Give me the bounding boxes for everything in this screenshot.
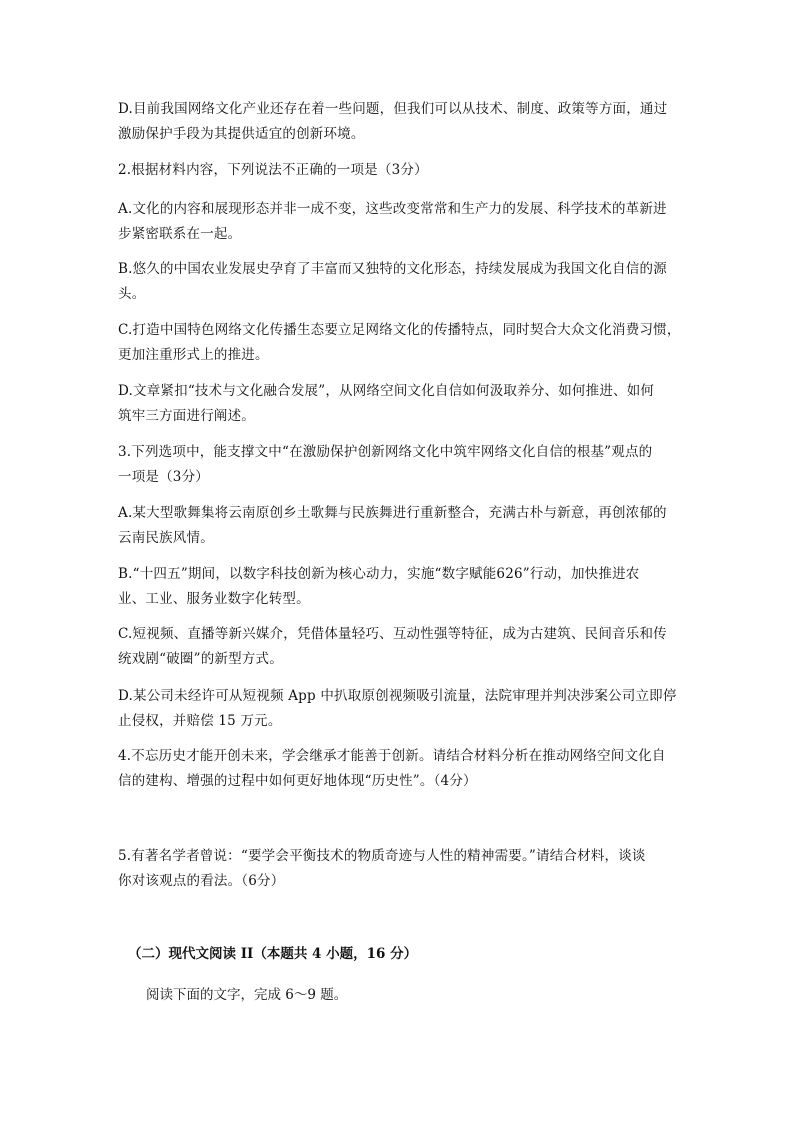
text-line: 5.有著名学者曾说：“要学会平衡技术的物质奇迹与人性的精神需要。”请结合材料，谈谈 <box>118 848 646 864</box>
text-line: A.某大型歌舞集将云南原创乡土歌舞与民族舞进行重新整合，充满古朴与新意，再创浓郁的 <box>118 505 667 521</box>
text-line: 头。 <box>118 286 146 302</box>
question-3-option-b <box>118 562 678 612</box>
text-line: 激励保护手段为其提供适宜的创新环境。 <box>118 126 365 142</box>
text-line: 更加注重形式上的推进。 <box>118 347 269 363</box>
text-line: D.某公司未经许可从短视频 App 中扒取原创视频吸引流量，法院审理并判决涉案公司立即停 <box>118 688 677 704</box>
text-line: 统戏剧“破圈”的新型方式。 <box>118 651 283 667</box>
text-line: B.悠久的中国农业发展史孕育了丰富而又独特的文化形态，持续发展成为我国文化自信的源 <box>118 261 667 277</box>
question-3-option-a <box>118 501 678 551</box>
text-line: 你对该观点的看法。（6分） <box>118 873 285 889</box>
text-line: B.“十四五”期间，以数字科技创新为核心动力，实施“数字赋能626”行动，加快推进农 <box>118 566 640 582</box>
question-2-option-b <box>118 257 678 307</box>
text-line: 业、工业、服务业数字化转型。 <box>118 591 310 607</box>
text-line: 一项是（3分） <box>118 469 209 485</box>
question-3-option-c <box>118 622 678 672</box>
text-line: 步紧密联系在一起。 <box>118 226 242 242</box>
section-heading: （二）现代文阅读 II（本题共 4 小题，16 分） <box>128 946 418 962</box>
reading-instruction: 阅读下面的文字，完成 6～9 题。 <box>146 987 348 1003</box>
question-4-stem <box>118 744 678 794</box>
question-2-option-a <box>118 197 678 247</box>
question-3-option-d <box>118 684 678 734</box>
question-1-option-d <box>118 97 678 147</box>
text-line: 筑牢三方面进行阐述。 <box>118 408 255 424</box>
text-line: C.短视频、直播等新兴媒介，凭借体量轻巧、互动性强等特征，成为古建筑、民间音乐和传 <box>118 626 667 642</box>
text-line: 止侵权，并赔偿 15 万元。 <box>118 713 282 729</box>
question-2-option-c <box>118 318 681 368</box>
text-line: A.文化的内容和展现形态并非一成不变，这些改变常常和生产力的发展、科学技术的革新进 <box>118 201 667 217</box>
question-5-stem <box>118 844 678 894</box>
text-line: 2.根据材料内容，下列说法不正确的一项是（3分） <box>118 162 428 178</box>
question-2-option-d <box>118 379 678 429</box>
text-line: C.打造中国特色网络文化传播生态要立足网络文化的传播特点，同时契合大众文化消费习惯， <box>118 322 681 338</box>
text-line: 云南民族风情。 <box>118 530 214 546</box>
text-line: D.文章紧扣“技术与文化融合发展”，从网络空间文化自信如何汲取养分、如何推进、如何 <box>118 383 655 399</box>
question-3-stem <box>118 440 678 490</box>
text-line: 4.不忘历史才能开创未来，学会继承才能善于创新。请结合材料分析在推动网络空间文化自 <box>118 748 666 764</box>
question-2-stem <box>118 158 678 183</box>
text-line: 3.下列选项中，能支撑文中“在激励保护创新网络文化中筑牢网络文化自信的根基”观点的 <box>118 444 653 460</box>
text-line: D.目前我国网络文化产业还存在着一些问题，但我们可以从技术、制度、政策等方面，通过 <box>118 101 668 117</box>
text-line: 信的建构、增强的过程中如何更好地体现“历史性”。（4分） <box>118 773 477 789</box>
